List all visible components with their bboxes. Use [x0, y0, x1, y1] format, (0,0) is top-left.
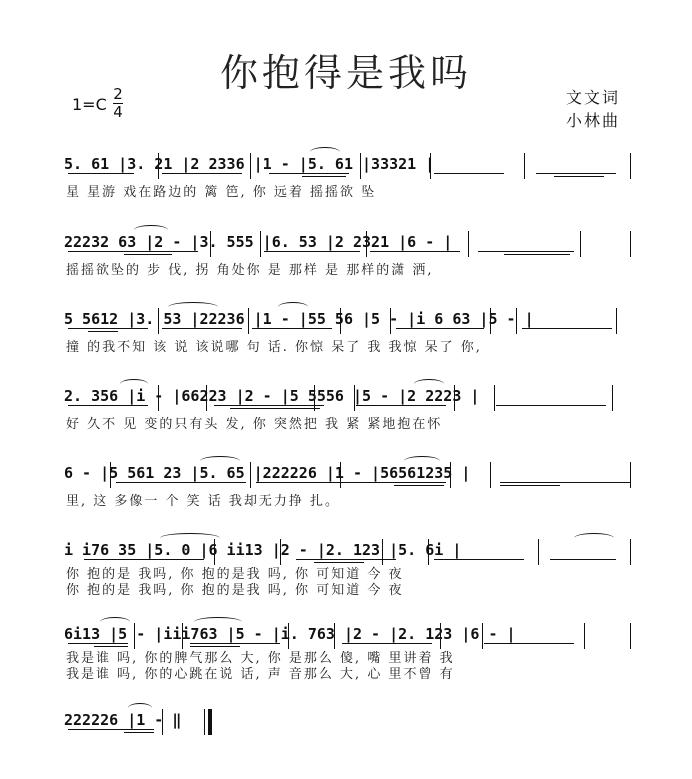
notes-row: i i76 35 |5. 0 |6 ii13 |2 - |2. 123 |5. 6i |	[64, 541, 462, 559]
notes-row: 22232 63 |2 - |3. 555 |6. 53 |2 2321 |6 - |	[64, 233, 453, 251]
notes-row: 222226 |1 - ‖	[64, 711, 182, 729]
meter-top: 2	[113, 85, 123, 103]
notes-row: 5. 61 |3. 21 |2 2336 |1 - |5. 61 |33321 |	[64, 155, 435, 173]
notes-row: 6i13 |5 - |iii763 |5 - |i. 763 |2 - |2. 123 |6 - |	[64, 625, 516, 643]
notes-row: 2. 356 |i - |66223 |2 - |5 5556 |5 - |2 2223 |	[64, 387, 480, 405]
lyric-line: 里, 这 多像一 个 笑 话 我却无力挣 扎。	[66, 494, 341, 509]
lyricist-credit: 文文词	[566, 88, 621, 107]
time-signature	[112, 86, 124, 121]
lyric-line: 我是谁 吗, 你的心跳在说 话, 声 音那么 大, 心 里不曾 有	[66, 667, 455, 682]
lyric-line: 撞 的我不知 该 说 该说哪 句 话. 你惊 呆了 我 我惊 呆了 你,	[66, 340, 482, 355]
song-title: 你抱得是我吗	[219, 51, 472, 95]
lyric-line: 星 星游 戏在路边的 篱 笆, 你 远着 摇摇欲 坠	[66, 185, 377, 200]
key-signature: 1=C	[72, 95, 107, 114]
lyric-line: 摇摇欲坠的 步 伐, 拐 角处你 是 那样 是 那样的潇 洒,	[66, 263, 434, 278]
lyric-line: 我是谁 吗, 你的脾气那么 大, 你 是那么 傻, 嘴 里讲着 我	[66, 651, 455, 666]
lyric-line: 你 抱的是 我吗, 你 抱的是我 吗, 你 可知道 今 夜	[66, 567, 404, 582]
meter-bottom: 4	[113, 103, 123, 121]
lyric-line: 你 抱的是 我吗, 你 抱的是我 吗, 你 可知道 今 夜	[66, 583, 404, 598]
composer-credit: 小林曲	[566, 111, 621, 130]
notes-row: 6 - |5 561 23 |5. 65 |222226 |1 - |56561235 |	[64, 464, 471, 482]
lyric-line: 好 久不 见 变的只有头 发, 你 突然把 我 紧 紧地抱在怀	[66, 417, 443, 432]
notes-row: 5 5612 |3. 53 |22236 |1 - |55 56 |5 - |i 6 63 |5 - |	[64, 310, 534, 328]
